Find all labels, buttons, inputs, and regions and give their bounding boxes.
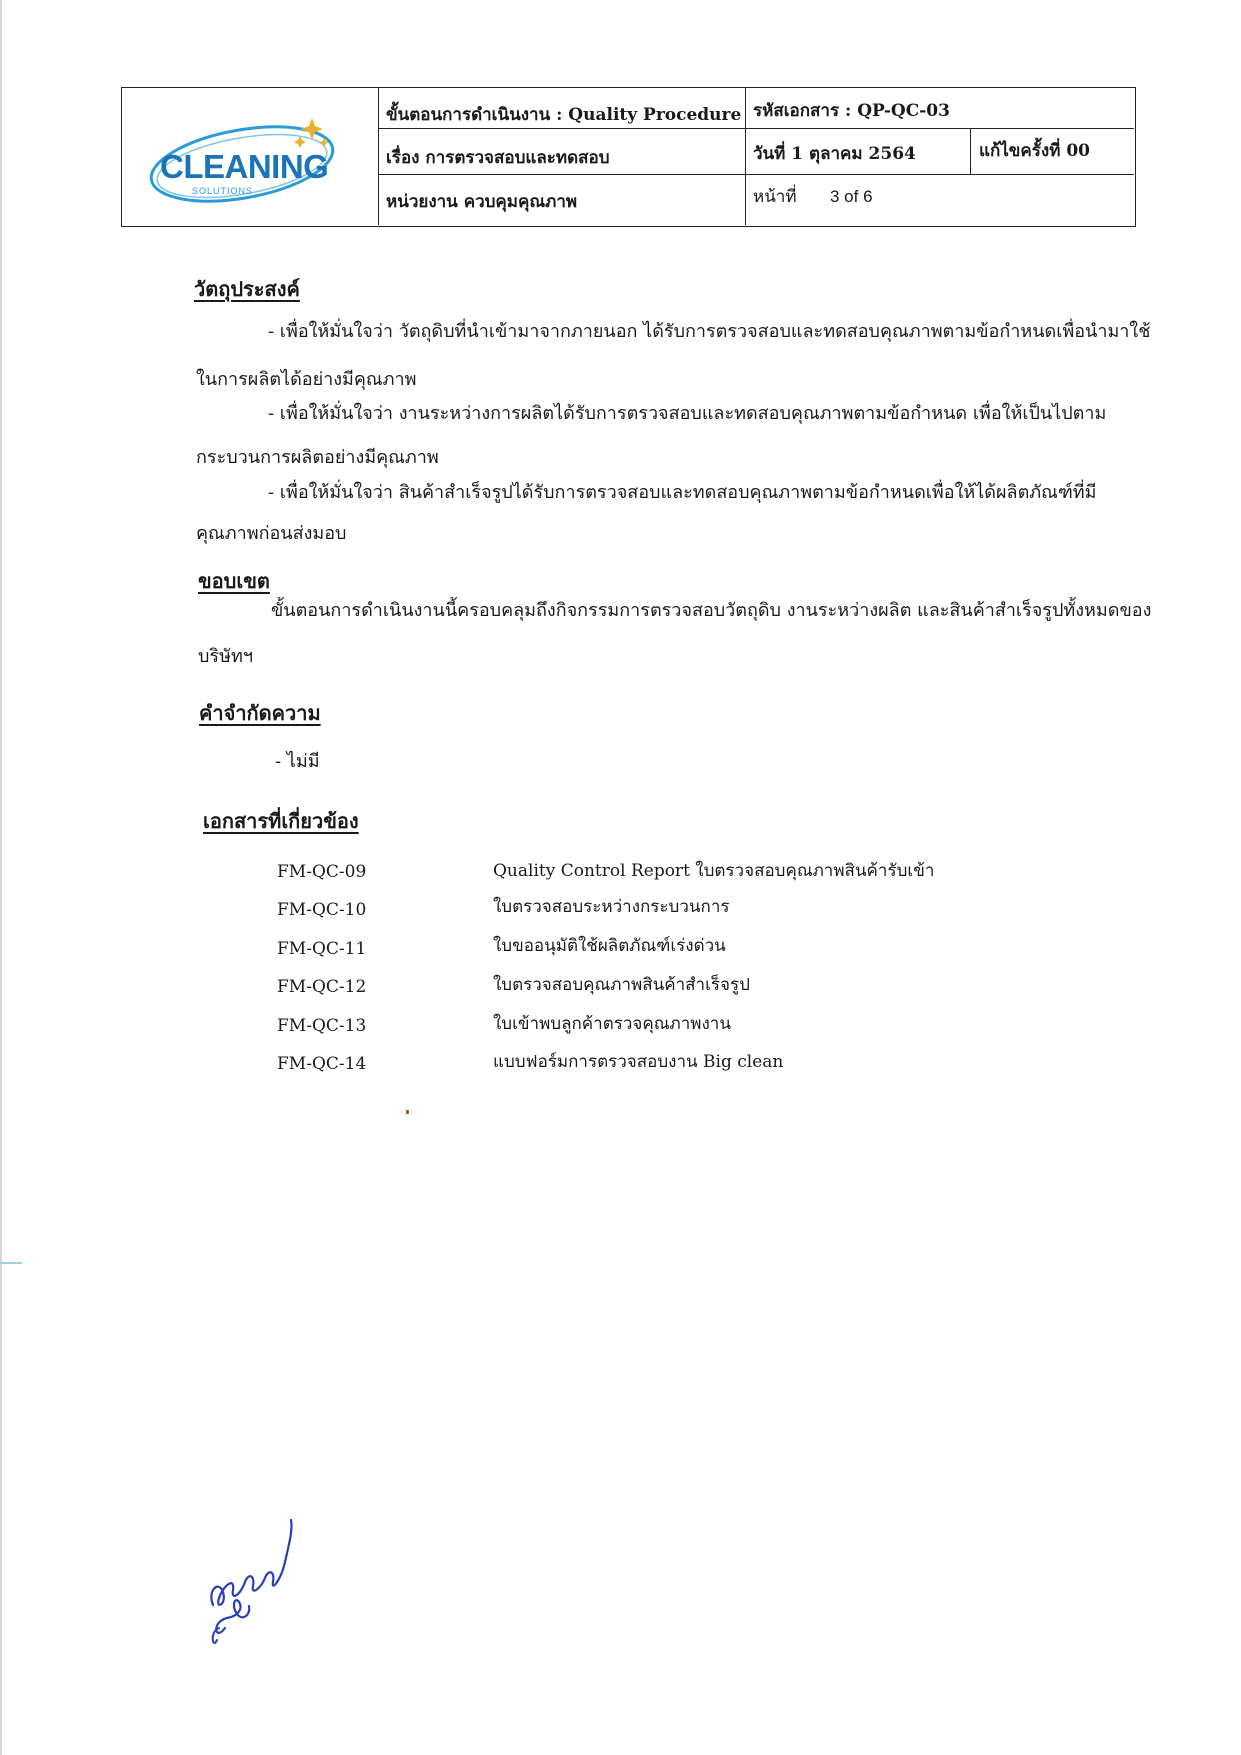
ink-dot — [406, 1110, 409, 1114]
related-doc-name: Quality Control Report ใบตรวจสอบคุณภาพสินค้ารับเข้า — [493, 861, 935, 881]
related-doc-name: ใบตรวจสอบระหว่างกระบวนการ — [493, 897, 730, 917]
logo-text: CLEANING — [160, 148, 329, 185]
row-divider-2 — [379, 174, 1134, 175]
related-doc-code: FM-QC-10 — [277, 900, 367, 920]
scope-line-1: ขั้นตอนการดำเนินงานนี้ครอบคลุมถึงกิจกรรมการตรวจสอบวัตถุดิบ งานระหว่างผลิต และสินค้าสำเร็จรูปทั้งหมดของ — [271, 600, 1152, 621]
objective-item-3-line-1: - เพื่อให้มั่นใจว่า สินค้าสำเร็จรูปได้รับการตรวจสอบและทดสอบคุณภาพตามข้อกำหนดเพื่อให้ได้ผลิตภัณฑ์ที่มี — [268, 482, 1097, 503]
objective-title: วัตถุประสงค์ — [194, 277, 300, 301]
related-doc-code: FM-QC-14 — [277, 1054, 367, 1074]
related-doc-name: ใบตรวจสอบคุณภาพสินค้าสำเร็จรูป — [493, 975, 750, 995]
related-documents-title: เอกสารที่เกี่ยวข้อง — [203, 809, 359, 833]
related-doc-code: FM-QC-12 — [277, 977, 367, 997]
doc-code-label: รหัสเอกสาร : QP-QC-03 — [753, 101, 950, 121]
row-divider-1 — [379, 128, 1134, 129]
page-label: หน้าที่ — [753, 187, 797, 207]
related-doc-name: ใบเข้าพบลูกค้าตรวจคุณภาพงาน — [493, 1014, 731, 1034]
objective-item-2-line-1: - เพื่อให้มั่นใจว่า งานระหว่างการผลิตได้รับการตรวจสอบและทดสอบคุณภาพตามข้อกำหนด เพื่อให้เป็นไปตาม — [268, 403, 1107, 424]
subject-label: เรื่อง การตรวจสอบและทดสอบ — [386, 148, 610, 168]
objective-item-1-line-2: ในการผลิตได้อย่างมีคุณภาพ — [196, 369, 417, 390]
logo-subtext: SOLUTIONS — [192, 186, 254, 196]
scope-line-2: บริษัทฯ — [198, 646, 253, 667]
scan-edge — [0, 0, 2, 1755]
definitions-value: - ไม่มี — [275, 751, 320, 772]
date-label: วันที่ 1 ตุลาคม 2564 — [753, 144, 916, 164]
objective-item-3-line-2: คุณภาพก่อนส่งมอบ — [196, 523, 347, 544]
related-doc-code: FM-QC-09 — [277, 862, 367, 882]
revision-label: แก้ไขครั้งที่ 00 — [979, 141, 1091, 161]
document-header-table — [121, 87, 1136, 227]
column-divider-2 — [970, 128, 971, 174]
related-doc-code: FM-QC-11 — [277, 939, 367, 959]
objective-item-2-line-2: กระบวนการผลิตอย่างมีคุณภาพ — [196, 447, 439, 468]
related-doc-name: ใบขออนุมัติใช้ผลิตภัณฑ์เร่งด่วน — [493, 936, 726, 956]
department-label: หน่วยงาน ควบคุมคุณภาพ — [386, 192, 578, 212]
handwritten-signature — [205, 1510, 305, 1660]
procedure-label: ขั้นตอนการดำเนินงาน : Quality Procedure — [386, 105, 742, 125]
page-value: 3 of 6 — [830, 187, 873, 206]
objective-item-1-line-1: - เพื่อให้มั่นใจว่า วัตถุดิบที่นำเข้ามาจากภายนอก ได้รับการตรวจสอบและทดสอบคุณภาพตามข้อกำหนดเพื่อนำมาใช้ — [268, 321, 1151, 342]
scope-title: ขอบเขต — [198, 569, 270, 593]
cleaning-solutions-logo — [142, 106, 362, 206]
definitions-title: คำจำกัดความ — [199, 701, 321, 725]
scan-mark — [0, 1262, 22, 1264]
column-divider-1 — [745, 88, 746, 225]
related-doc-code: FM-QC-13 — [277, 1016, 367, 1036]
related-doc-name: แบบฟอร์มการตรวจสอบงาน Big clean — [493, 1052, 784, 1072]
logo-cell — [122, 88, 379, 225]
